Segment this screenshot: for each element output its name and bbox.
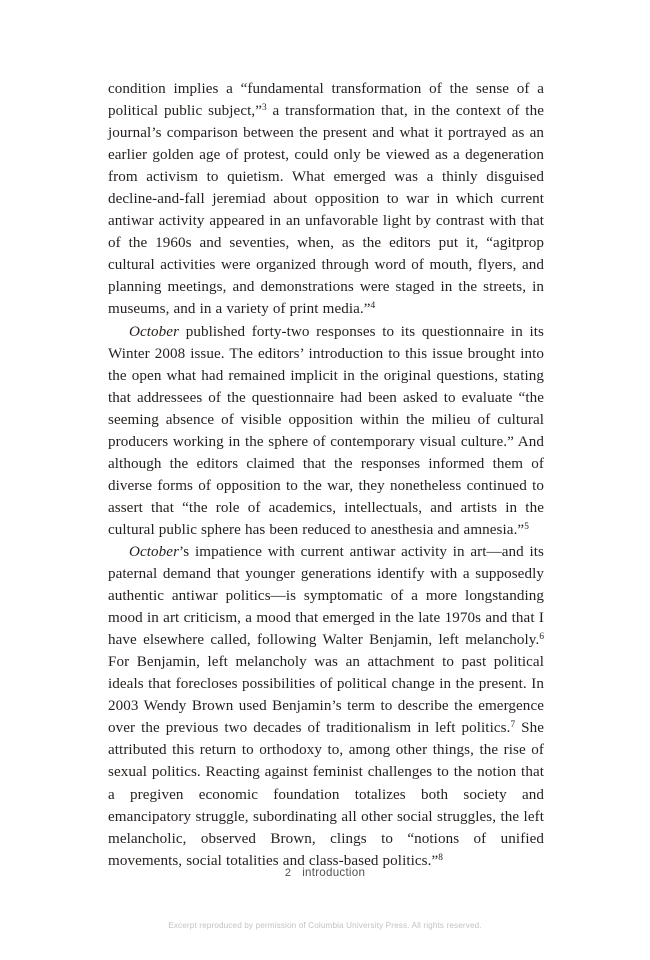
paragraph-3 bbox=[108, 541, 544, 872]
footnote-marker-7: 7 bbox=[510, 720, 516, 731]
footnote-marker-6: 6 bbox=[539, 632, 544, 643]
paragraph-1-text-a: condition implies a “fundamental transformation of the sense of a political public subject,” bbox=[108, 81, 544, 120]
paragraph-3-text-a: ’s impatience with current antiwar activity in art—and its paternal demand that younger generations identify with a supposedly authentic antiwar politics—is symptomatic of a more longstanding mood in art criticism, a mood that emerged in the late 1970s and that I have elsewhere called, following Walter Benjamin, left melancholy. bbox=[108, 543, 544, 649]
permission-notice: Excerpt reproduced by permission of Columbia University Press. All rights reserved. bbox=[168, 921, 482, 930]
page-footer-folio bbox=[0, 866, 650, 879]
paragraph-2 bbox=[108, 321, 544, 541]
paragraph-2-text-a: published forty-two responses to its questionnaire in its Winter 2008 issue. The editors’ introduction to this issue brought into the open what had remained implicit in the original questions, stating that addressees of the questionnaire had been asked to evaluate “the seeming absence of visible opposition within the milieu of cultural producers working in the sphere of contemporary visual culture.” And although the editors claimed that the responses informed them of diverse forms of opposition to the war, they nonetheless continued to assert that “the role of academics, intellectuals, and artists in the cultural public sphere has been reduced to anesthesia and amnesia.” bbox=[108, 323, 544, 538]
footnote-marker-8: 8 bbox=[438, 852, 443, 863]
body-text-block bbox=[108, 78, 544, 872]
paragraph-1-text-b: a transformation that, in the context of the journal’s comparison between the present and what it portrayed as an earlier golden age of protest, could only be viewed as a degeneration from activism to quietism. What emerged was a thinly disguised decline-and-fall jeremiad about opposition to war in which current antiwar activity appeared in an unfavorable light by contrast with that of the 1960s and seventies, when, as the editors put it, “agitprop cultural activities were organized through word of mouth, flyers, and planning meetings, and demonstrations were staged in the streets, in museums, and in a variety of print media.” bbox=[108, 103, 544, 318]
page-number: 2 bbox=[284, 867, 292, 879]
paragraph-1 bbox=[108, 78, 544, 321]
footnote-marker-4: 4 bbox=[370, 301, 376, 312]
footnote-marker-5: 5 bbox=[524, 522, 529, 533]
footnote-marker-3: 3 bbox=[262, 103, 267, 114]
journal-title-october-possessive: October bbox=[129, 543, 180, 560]
paragraph-3-text-c: She attributed this return to orthodoxy to, among other things, the rise of sexual politics. Reacting against feminist challenges to the notion that a pregiven economic foundation totalizes both society and emancipatory struggle, subordinating all other social struggles, the left melancholic, observed Brown, clings to “notions of unified movements, social totalities and class-based politics.” bbox=[108, 720, 545, 869]
journal-title-october: October bbox=[129, 323, 180, 340]
running-head-label: introduction bbox=[302, 866, 366, 879]
paragraph-3-text-b: For Benjamin, left melancholy was an attachment to past political ideals that forecloses possibilities of political change in the present. In 2003 Wendy Brown used Benjamin’s term to describe the emergence over the previous two decades of traditionalism in left politics. bbox=[108, 654, 544, 737]
